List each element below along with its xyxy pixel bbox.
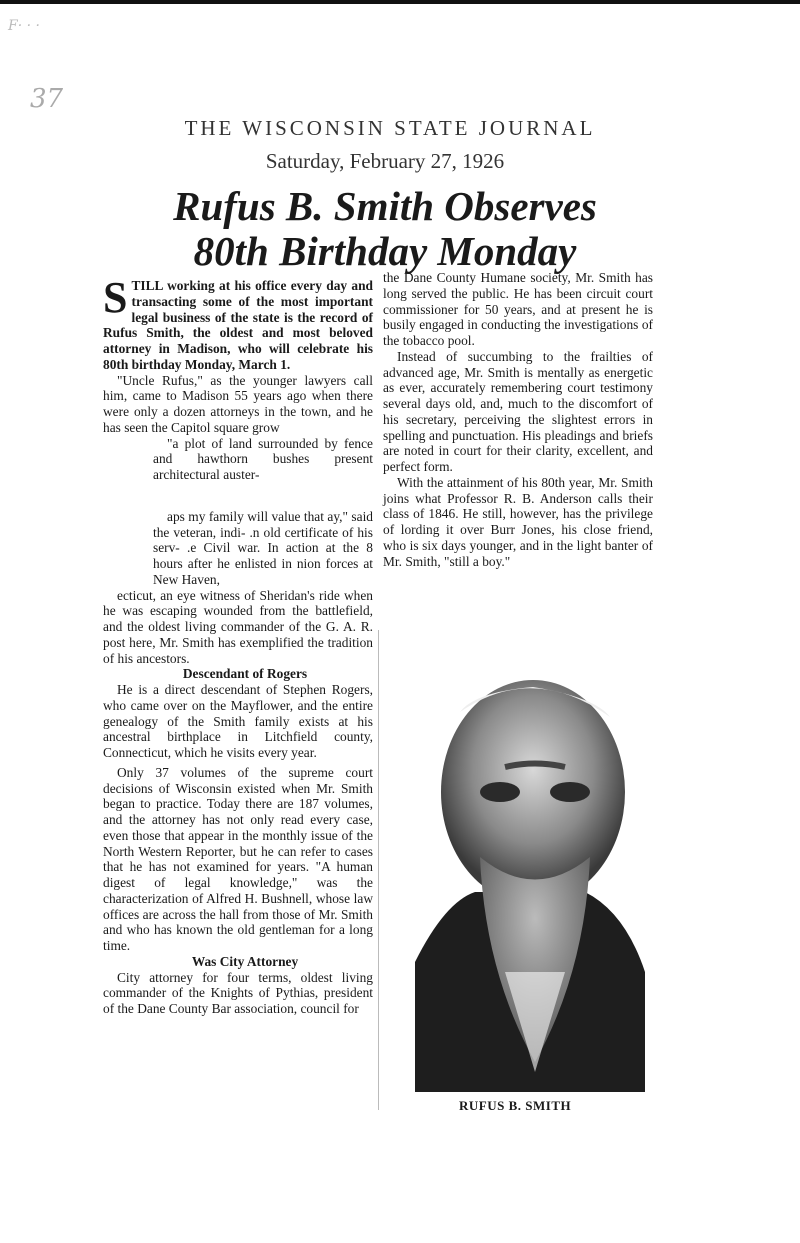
page-mark: 37 bbox=[30, 84, 64, 114]
portrait-photo bbox=[405, 672, 653, 1092]
paragraph-text: TILL working at his office every day and transacting some of the most important legal business of the state is the record of Rufus Smith, the oldest and most beloved attorney in Madison, who will celebrate his 80th birthday Monday, March 1. bbox=[103, 278, 373, 372]
paragraph: Instead of succumbing to the frailties of advanced age, Mr. Smith is mentally as energetic as ever, accurately remembering court testimony several days old, and, much to the discomfort of his secretary, perceiving the slightest errors in spelling and punctuation. His pleadings and briefs are noted in court for their clarity, excellent, and perfect form. bbox=[383, 348, 653, 474]
paragraph: City attorney for four terms, oldest living commander of the Knights of Pythias, president of the Dane County Bar association, council for bbox=[103, 969, 373, 1016]
headline-line-1: Rufus B. Smith Observes bbox=[173, 183, 597, 229]
headline bbox=[100, 184, 670, 274]
paragraph: "Uncle Rufus," as the younger lawyers call him, came to Madison 55 years ago when there were only a dozen attorneys in the town, and he has seen the Capitol square grow bbox=[103, 372, 373, 435]
pencil-mark: F· · · bbox=[8, 18, 40, 34]
paragraph: Only 37 volumes of the supreme court decisions of Wisconsin existed when Mr. Smith began to practice. Today there are 187 volumes, and the attorney has not only read every case, even those that appear in the monthly issue of the North Western Reporter, but he can refer to cases that he has not examined for years. "A human digest of legal knowledge," was the characterization of Alfred H. Bushnell, whose law offices are across the hall from those of Mr. Smith and who has known the old gentleman for a long time. bbox=[103, 764, 373, 953]
column-rule bbox=[378, 630, 379, 1110]
paragraph: ecticut, an eye witness of Sheridan's ride when he was escaping wounded from the battlefield, and the oldest living commander of the G. A. R. post here, Mr. Smith has exemplified the tradition of his ancestors. bbox=[103, 587, 373, 666]
drop-cap: S bbox=[103, 273, 128, 322]
left-column bbox=[103, 273, 373, 1017]
right-column bbox=[383, 270, 653, 569]
paragraph bbox=[103, 273, 373, 373]
paragraph-torn: aps my family will value that ay," said the veteran, indi- .n old certificate of his serv- .e Civil war. In action at the 8 hours after he enlisted in nion forces at New Haven, bbox=[153, 508, 373, 587]
paragraph: the Dane County Humane society, Mr. Smith has long served the public. He has been circuit court commissioner for 50 years, and at present he is busily engaged in conducting the investigations of the tobacco pool. bbox=[383, 270, 653, 348]
paragraph: With the attainment of his 80th year, Mr. Smith joins what Professor R. B. Anderson calls their class of 1846. He still, however, has the privilege of lording it over Burr Jones, his close friend, who is six days younger, and in the light banter of Mr. Smith, "still a boy." bbox=[383, 474, 653, 569]
masthead: THE WISCONSIN STATE JOURNAL bbox=[184, 116, 596, 140]
photo-caption: RUFUS B. SMITH bbox=[459, 1098, 572, 1113]
subheading: Was City Attorney bbox=[191, 953, 299, 969]
scan-edge bbox=[0, 0, 800, 4]
headline-line-2: 80th Birthday Monday bbox=[193, 228, 577, 274]
publication-date: Saturday, February 27, 1926 bbox=[265, 149, 505, 173]
subheading: Descendant of Rogers bbox=[182, 666, 308, 682]
paragraph-torn: "a plot of land surrounded by fence and hawthorn bushes present architectural auster- bbox=[153, 435, 373, 482]
paragraph: He is a direct descendant of Stephen Rogers, who came over on the Mayflower, and the entire genealogy of the Smith family exists at his ancestral birthplace in Litchfield county, Connecticut, which he visits every year. bbox=[103, 682, 373, 760]
